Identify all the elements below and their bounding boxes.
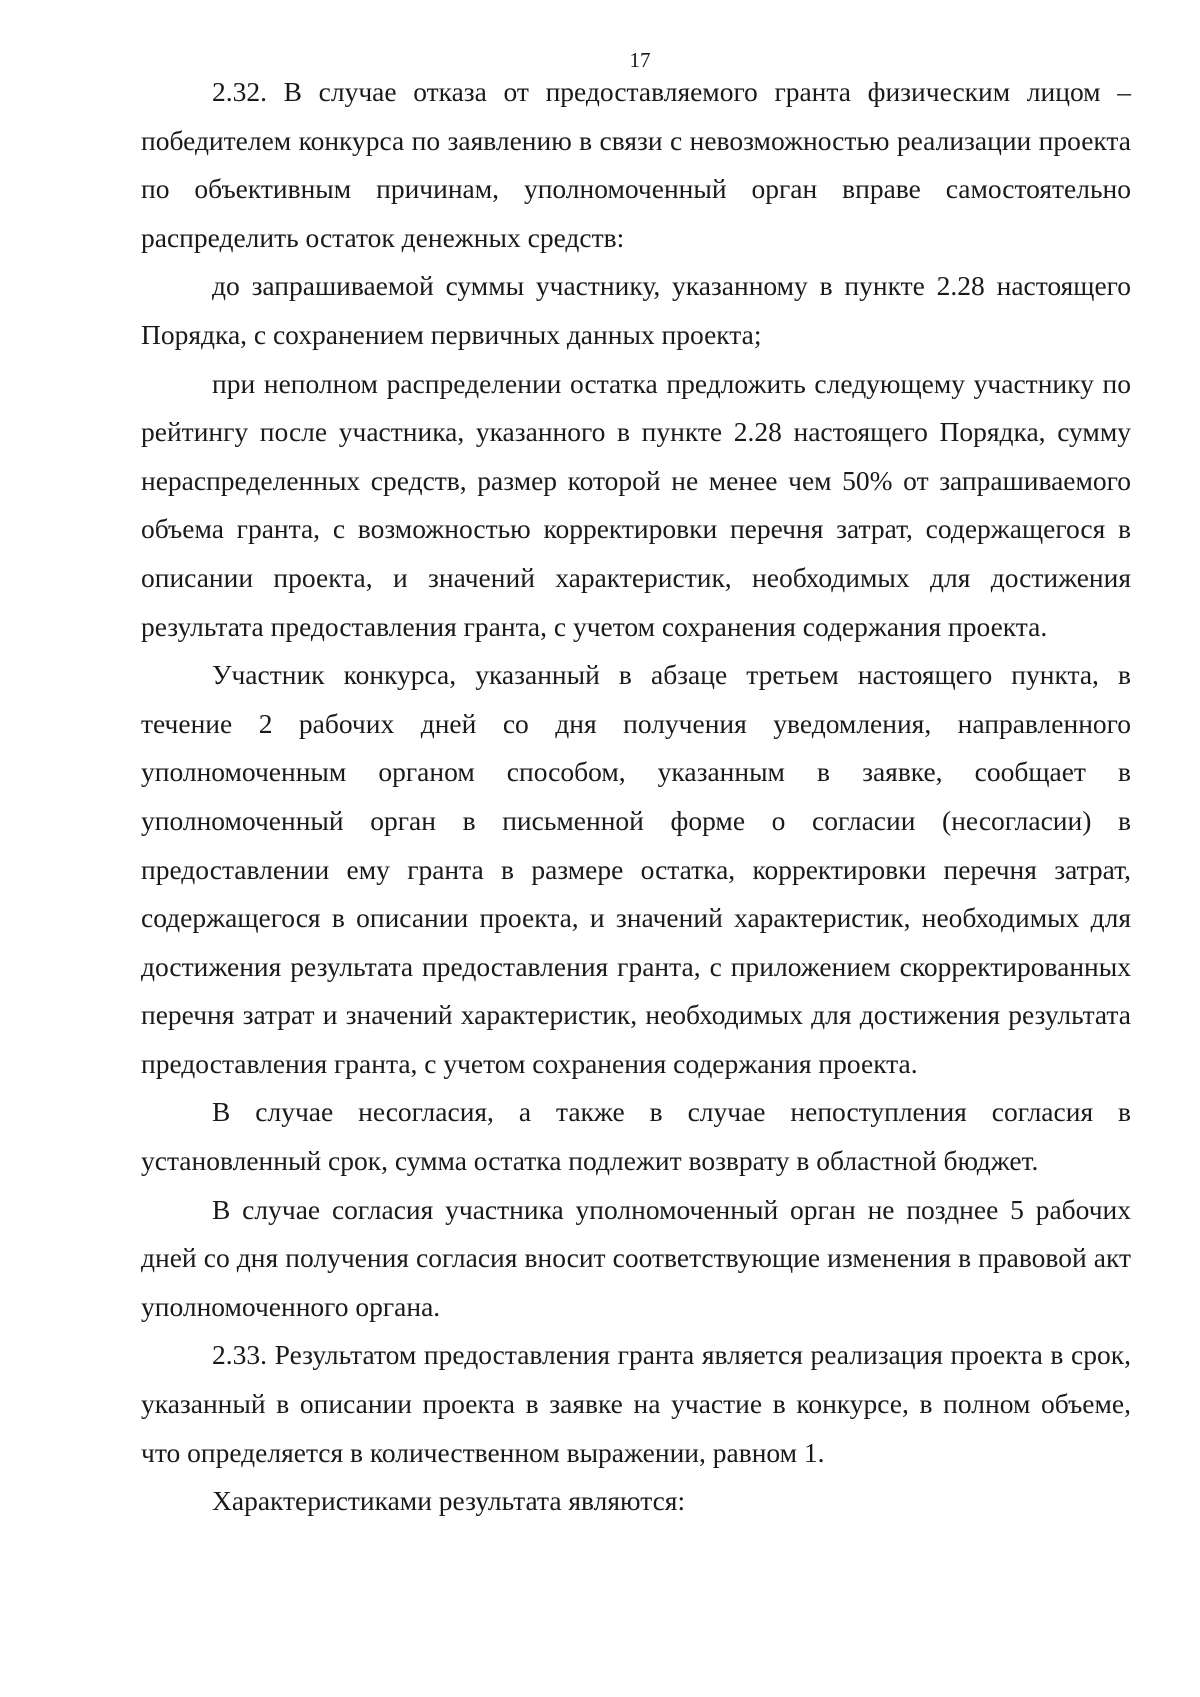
page-number: 17 (629, 48, 651, 72)
paragraph-participant-response: Участник конкурса, указанный в абзаце третьем настоящего пункта, в течение 2 рабочих дней со дня получения уведомления, направленного уполномоченным органом способом, указанным в заявке, сообщает в уполномоченный орган в письменной форме о согласии (несогласии) в предоставлении ему гранта в размере остатка, корректировки перечня затрат, содержащегося в описании проекта, и значений характеристик, необходимых для достижения результата предоставления гранта, с приложением скорректированных перечня затрат и значений характеристик, необходимых для достижения результата предоставления гранта, с учетом сохранения содержания проекта. (141, 659, 1131, 1079)
paragraph-agreement: В случае согласия участника уполномоченный орган не позднее 5 рабочих дней со дня получения согласия вносит соответствующие изменения в правовой акт уполномоченного органа. (141, 1193, 1131, 1322)
paragraph-2-33: 2.33. Результатом предоставления гранта является реализация проекта в срок, указанный в описании проекта в заявке на участие в конкурсе, в полном объеме, что определяется в количественном выражении, равном 1. (141, 1339, 1131, 1468)
document-body (141, 68, 1131, 1526)
paragraph-partial-distribution: при неполном распределении остатка предложить следующему участнику по рейтингу после участника, указанного в пункте 2.28 настоящего Порядка, сумму нераспределенных средств, размер которой не менее чем 50% от запрашиваемого объема гранта, с возможностью корректировки перечня затрат, содержащегося в описании проекта, и значений характеристик, необходимых для достижения результата предоставления гранта, с учетом сохранения содержания проекта. (141, 367, 1131, 642)
paragraph-2-32: 2.32. В случае отказа от предоставляемого гранта физическим лицом – победителем конкурса по заявлению в связи с невозможностью реализации проекта по объективным причинам, уполномоченный орган вправе самостоятельно распределить остаток денежных средств: (141, 76, 1131, 253)
paragraph-result-characteristics: Характеристиками результата являются: (212, 1485, 686, 1517)
paragraph-disagreement: В случае несогласия, а также в случае непоступления согласия в установленный срок, сумма остатка подлежит возврату в областной бюджет. (141, 1096, 1131, 1177)
paragraph-requested-sum: до запрашиваемой суммы участнику, указанному в пункте 2.28 настоящего Порядка, с сохранением первичных данных проекта; (141, 270, 1131, 350)
